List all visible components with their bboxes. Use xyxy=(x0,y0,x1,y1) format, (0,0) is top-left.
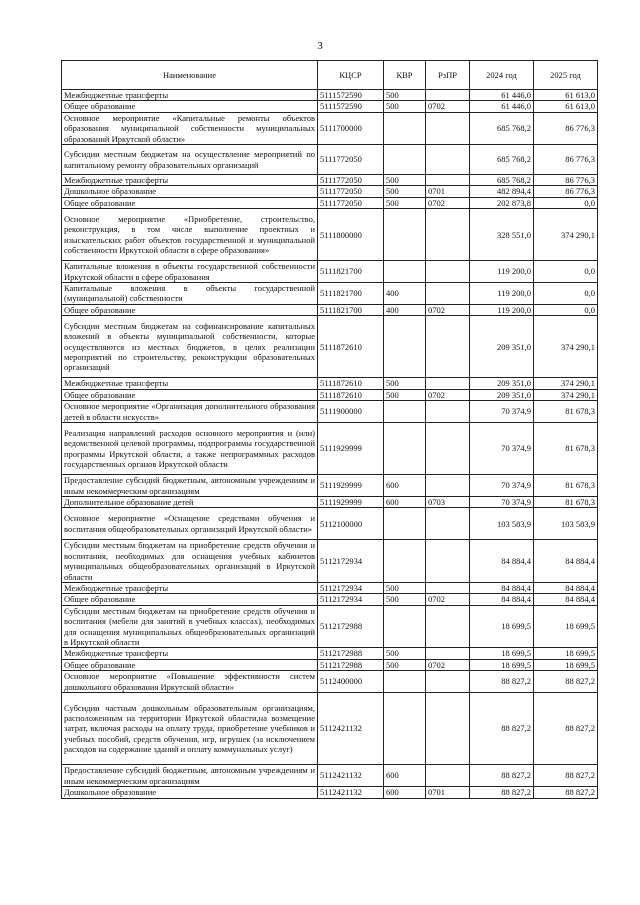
row-kcsr: 5112100000 xyxy=(318,508,384,540)
table-row xyxy=(62,389,598,400)
table-row xyxy=(62,423,598,475)
row-kcsr: 5112421132 xyxy=(318,787,384,798)
row-name: Субсидии местным бюджетам на приобретение средств обучения и воспитания (мебели для занятий в учебных классах), необходимых для оснащения муниципальных общеобразовательных организаций в Иркутской области xyxy=(62,605,318,648)
row-2024: 685 768,2 xyxy=(470,112,534,144)
header-2025: 2025 год xyxy=(534,61,598,90)
row-2024: 88 827,2 xyxy=(470,787,534,798)
table-row xyxy=(62,186,598,197)
row-rzpr: 0701 xyxy=(426,186,470,197)
row-kvr xyxy=(384,605,426,648)
row-rzpr: 0702 xyxy=(426,389,470,400)
row-2024: 70 374,9 xyxy=(470,475,534,497)
row-rzpr: 0702 xyxy=(426,659,470,670)
row-rzpr xyxy=(426,145,470,175)
row-rzpr xyxy=(426,90,470,101)
row-name: Основное мероприятие «Оснащение средствами обучения и воспитания общеобразовательных организаций Иркутской области» xyxy=(62,508,318,540)
row-kcsr: 5111700000 xyxy=(318,112,384,144)
row-2024: 119 200,0 xyxy=(470,283,534,305)
row-2024: 88 827,2 xyxy=(470,765,534,787)
row-2025: 18 699,5 xyxy=(534,659,598,670)
row-kcsr: 5111929999 xyxy=(318,496,384,507)
table-row xyxy=(62,316,598,378)
header-2024: 2024 год xyxy=(470,61,534,90)
row-rzpr: 0701 xyxy=(426,787,470,798)
row-2025: 81 678,3 xyxy=(534,423,598,475)
row-kcsr: 5111900000 xyxy=(318,401,384,423)
row-kcsr: 5112421132 xyxy=(318,765,384,787)
row-kvr xyxy=(384,316,426,378)
row-2025: 88 827,2 xyxy=(534,693,598,765)
row-kvr: 500 xyxy=(384,659,426,670)
row-kcsr: 5112421132 xyxy=(318,693,384,765)
table-row xyxy=(62,261,598,283)
row-kcsr: 5111821700 xyxy=(318,283,384,305)
row-2025: 88 827,2 xyxy=(534,671,598,693)
table-row xyxy=(62,197,598,208)
row-2025: 81 678,3 xyxy=(534,496,598,507)
row-rzpr xyxy=(426,209,470,261)
row-2024: 209 351,0 xyxy=(470,389,534,400)
row-2024: 70 374,9 xyxy=(470,401,534,423)
row-name: Общее образование xyxy=(62,659,318,670)
row-2025: 84 884,4 xyxy=(534,540,598,583)
row-2024: 18 699,5 xyxy=(470,605,534,648)
row-name: Основное мероприятие «Организация дополнительного образования детей в области искусств» xyxy=(62,401,318,423)
row-2024: 685 768,2 xyxy=(470,145,534,175)
row-name: Межбюджетные трансферты xyxy=(62,90,318,101)
row-2025: 61 613,0 xyxy=(534,101,598,112)
row-kcsr: 5111872610 xyxy=(318,389,384,400)
row-rzpr xyxy=(426,112,470,144)
row-2025: 374 290,1 xyxy=(534,316,598,378)
row-2024: 88 827,2 xyxy=(470,671,534,693)
row-rzpr xyxy=(426,175,470,186)
row-kvr xyxy=(384,540,426,583)
table-body xyxy=(62,90,598,799)
row-kcsr: 5111872610 xyxy=(318,378,384,389)
table-row xyxy=(62,496,598,507)
row-kvr: 500 xyxy=(384,175,426,186)
row-rzpr xyxy=(426,508,470,540)
row-kvr: 500 xyxy=(384,389,426,400)
table-row xyxy=(62,765,598,787)
row-name: Капитальные вложения в объекты государственной собственности Иркутской области в сфере образования xyxy=(62,261,318,283)
row-kvr: 500 xyxy=(384,186,426,197)
row-kcsr: 5111572590 xyxy=(318,90,384,101)
table-row xyxy=(62,671,598,693)
row-name: Межбюджетные трансферты xyxy=(62,648,318,659)
table-row xyxy=(62,693,598,765)
row-rzpr xyxy=(426,423,470,475)
row-2025: 0,0 xyxy=(534,197,598,208)
table-row xyxy=(62,659,598,670)
row-name: Субсидии частным дошкольным образовательным организациям, расположенным на территории Иркутской области,на возмещение затрат, включая расходы на оплату труда, приобретение учебников и учебных пособий, средств обучения, игр, игрушек (за исключением расходов на содержание зданий и оплату коммунальных услуг) xyxy=(62,693,318,765)
row-2024: 70 374,9 xyxy=(470,496,534,507)
table-row xyxy=(62,594,598,605)
row-rzpr xyxy=(426,401,470,423)
row-2025: 61 613,0 xyxy=(534,90,598,101)
row-rzpr: 0702 xyxy=(426,101,470,112)
row-rzpr: 0702 xyxy=(426,594,470,605)
table-row xyxy=(62,475,598,497)
row-name: Основное мероприятие «Капитальные ремонты объектов образования муниципальной собственности муниципальных образований Иркутской области» xyxy=(62,112,318,144)
row-2025: 84 884,4 xyxy=(534,594,598,605)
header-kcsr: КЦСР xyxy=(318,61,384,90)
table-row xyxy=(62,605,598,648)
row-2025: 86 776,3 xyxy=(534,186,598,197)
row-kvr: 500 xyxy=(384,582,426,593)
row-2025: 81 678,3 xyxy=(534,475,598,497)
row-rzpr: 0702 xyxy=(426,304,470,315)
table-row xyxy=(62,209,598,261)
row-kcsr: 5112172934 xyxy=(318,540,384,583)
row-kvr: 400 xyxy=(384,283,426,305)
table-row xyxy=(62,175,598,186)
table-row xyxy=(62,787,598,798)
row-2025: 0,0 xyxy=(534,283,598,305)
row-name: Межбюджетные трансферты xyxy=(62,582,318,593)
row-name: Общее образование xyxy=(62,389,318,400)
row-rzpr xyxy=(426,540,470,583)
row-2024: 209 351,0 xyxy=(470,378,534,389)
row-kvr: 500 xyxy=(384,90,426,101)
row-kvr: 400 xyxy=(384,304,426,315)
row-2024: 209 351,0 xyxy=(470,316,534,378)
row-kcsr: 5112172988 xyxy=(318,605,384,648)
table-row xyxy=(62,582,598,593)
row-2024: 482 894,4 xyxy=(470,186,534,197)
header-rzpr: РзПР xyxy=(426,61,470,90)
row-2025: 88 827,2 xyxy=(534,765,598,787)
row-name: Основное мероприятие «Повышение эффективности систем дошкольного образования Иркутской области» xyxy=(62,671,318,693)
row-rzpr: 0702 xyxy=(426,197,470,208)
table-row xyxy=(62,648,598,659)
row-2024: 84 884,4 xyxy=(470,594,534,605)
row-2024: 84 884,4 xyxy=(470,582,534,593)
row-kvr: 500 xyxy=(384,594,426,605)
row-kcsr: 5111772050 xyxy=(318,175,384,186)
row-rzpr xyxy=(426,378,470,389)
row-name: Общее образование xyxy=(62,101,318,112)
row-name: Субсидии местным бюджетам на приобретение средств обучения и воспитания, необходимых для оснащения учебных кабинетов муниципальных общеобразовательных организаций в Иркутской области xyxy=(62,540,318,583)
row-rzpr xyxy=(426,671,470,693)
row-2024: 88 827,2 xyxy=(470,693,534,765)
row-kvr: 500 xyxy=(384,648,426,659)
row-kvr xyxy=(384,209,426,261)
row-2024: 70 374,9 xyxy=(470,423,534,475)
row-name: Реализация направлений расходов основного мероприятия и (или) ведомственной целевой программы, подпрограммы государственной программы Иркутской области, а также непрограммных расходов государственных органов Иркутской области xyxy=(62,423,318,475)
row-name: Дошкольное образование xyxy=(62,787,318,798)
row-kcsr: 5111772050 xyxy=(318,197,384,208)
row-kvr xyxy=(384,261,426,283)
row-kvr: 600 xyxy=(384,765,426,787)
row-2025: 0,0 xyxy=(534,261,598,283)
table-row xyxy=(62,101,598,112)
row-2025: 84 884,4 xyxy=(534,582,598,593)
row-kcsr: 5111821700 xyxy=(318,304,384,315)
row-2024: 61 446,0 xyxy=(470,90,534,101)
row-2024: 18 699,5 xyxy=(470,648,534,659)
row-2025: 81 678,3 xyxy=(534,401,598,423)
header-name: Наименование xyxy=(62,61,318,90)
row-2025: 86 776,3 xyxy=(534,175,598,186)
row-2024: 328 551,0 xyxy=(470,209,534,261)
row-kvr: 600 xyxy=(384,496,426,507)
row-2025: 86 776,3 xyxy=(534,145,598,175)
row-kcsr: 5111772050 xyxy=(318,186,384,197)
budget-table xyxy=(61,60,598,799)
row-2025: 88 827,2 xyxy=(534,787,598,798)
row-2024: 61 446,0 xyxy=(470,101,534,112)
row-rzpr xyxy=(426,605,470,648)
row-name: Субсидии местным бюджетам на осуществление мероприятий по капитальному ремонту образовательных организаций xyxy=(62,145,318,175)
row-2024: 84 884,4 xyxy=(470,540,534,583)
row-kcsr: 5111572590 xyxy=(318,101,384,112)
row-kvr: 600 xyxy=(384,475,426,497)
row-2025: 86 776,3 xyxy=(534,112,598,144)
row-kvr xyxy=(384,145,426,175)
row-name: Капитальные вложения в объекты государственной (муниципальной) собственности xyxy=(62,283,318,305)
row-kvr xyxy=(384,112,426,144)
row-name: Дошкольное образование xyxy=(62,186,318,197)
row-2025: 0,0 xyxy=(534,304,598,315)
row-kvr xyxy=(384,423,426,475)
table-row xyxy=(62,378,598,389)
row-2024: 685 768,2 xyxy=(470,175,534,186)
row-2025: 374 290,1 xyxy=(534,389,598,400)
header-kvr: КВР xyxy=(384,61,426,90)
row-name: Основное мероприятие «Приобретение, строительство, реконструкция, в том числе выполнение проектных и изыскательских работ объектов государственной и муниципальной собственности Иркутской области в сфере образования» xyxy=(62,209,318,261)
row-rzpr xyxy=(426,283,470,305)
row-name: Общее образование xyxy=(62,304,318,315)
row-kvr xyxy=(384,693,426,765)
row-2025: 18 699,5 xyxy=(534,605,598,648)
row-name: Общее образование xyxy=(62,594,318,605)
row-2024: 119 200,0 xyxy=(470,304,534,315)
row-kcsr: 5111929999 xyxy=(318,423,384,475)
row-name: Субсидии местным бюджетам на софинансирование капитальных вложений в объекты муниципальной собственности, которые осуществляются из местных бюджетов, в целях реализации мероприятий по строительству, реконструкции образовательных организаций xyxy=(62,316,318,378)
row-kcsr: 5111821700 xyxy=(318,261,384,283)
row-kcsr: 5112172934 xyxy=(318,594,384,605)
row-name: Межбюджетные трансферты xyxy=(62,175,318,186)
row-rzpr xyxy=(426,693,470,765)
row-rzpr xyxy=(426,582,470,593)
row-kvr: 500 xyxy=(384,197,426,208)
row-2024: 103 583,9 xyxy=(470,508,534,540)
row-name: Предоставление субсидий бюджетным, автономным учреждениям и иным некоммерческим организациям xyxy=(62,765,318,787)
table-row xyxy=(62,283,598,305)
table-row xyxy=(62,401,598,423)
row-rzpr xyxy=(426,475,470,497)
row-2025: 18 699,5 xyxy=(534,648,598,659)
row-2025: 103 583,9 xyxy=(534,508,598,540)
row-kcsr: 5112172934 xyxy=(318,582,384,593)
row-rzpr xyxy=(426,316,470,378)
row-kvr: 500 xyxy=(384,378,426,389)
row-kvr xyxy=(384,401,426,423)
table-row xyxy=(62,112,598,144)
row-kcsr: 5111800000 xyxy=(318,209,384,261)
row-name: Предоставление субсидий бюджетным, автономным учреждениям и иным некоммерческим организациям xyxy=(62,475,318,497)
row-name: Межбюджетные трансферты xyxy=(62,378,318,389)
row-2025: 374 290,1 xyxy=(534,209,598,261)
row-kcsr: 5111929999 xyxy=(318,475,384,497)
row-kvr xyxy=(384,508,426,540)
row-kvr: 500 xyxy=(384,101,426,112)
row-kcsr: 5111872610 xyxy=(318,316,384,378)
row-2024: 119 200,0 xyxy=(470,261,534,283)
row-2024: 202 873,8 xyxy=(470,197,534,208)
row-name: Дополнительное образование детей xyxy=(62,496,318,507)
page-number: 3 xyxy=(317,40,323,52)
row-name: Общее образование xyxy=(62,197,318,208)
row-kvr xyxy=(384,671,426,693)
row-kcsr: 5112172988 xyxy=(318,659,384,670)
row-kcsr: 5112172988 xyxy=(318,648,384,659)
table-row xyxy=(62,90,598,101)
row-rzpr xyxy=(426,261,470,283)
row-kcsr: 5111772050 xyxy=(318,145,384,175)
row-rzpr xyxy=(426,648,470,659)
row-2025: 374 290,1 xyxy=(534,378,598,389)
table-row xyxy=(62,540,598,583)
row-kvr: 600 xyxy=(384,787,426,798)
row-rzpr: 0703 xyxy=(426,496,470,507)
table-row xyxy=(62,145,598,175)
table-header-row xyxy=(62,61,598,90)
row-rzpr xyxy=(426,765,470,787)
row-kcsr: 5112400000 xyxy=(318,671,384,693)
table-row xyxy=(62,304,598,315)
row-2024: 18 699,5 xyxy=(470,659,534,670)
table-row xyxy=(62,508,598,540)
